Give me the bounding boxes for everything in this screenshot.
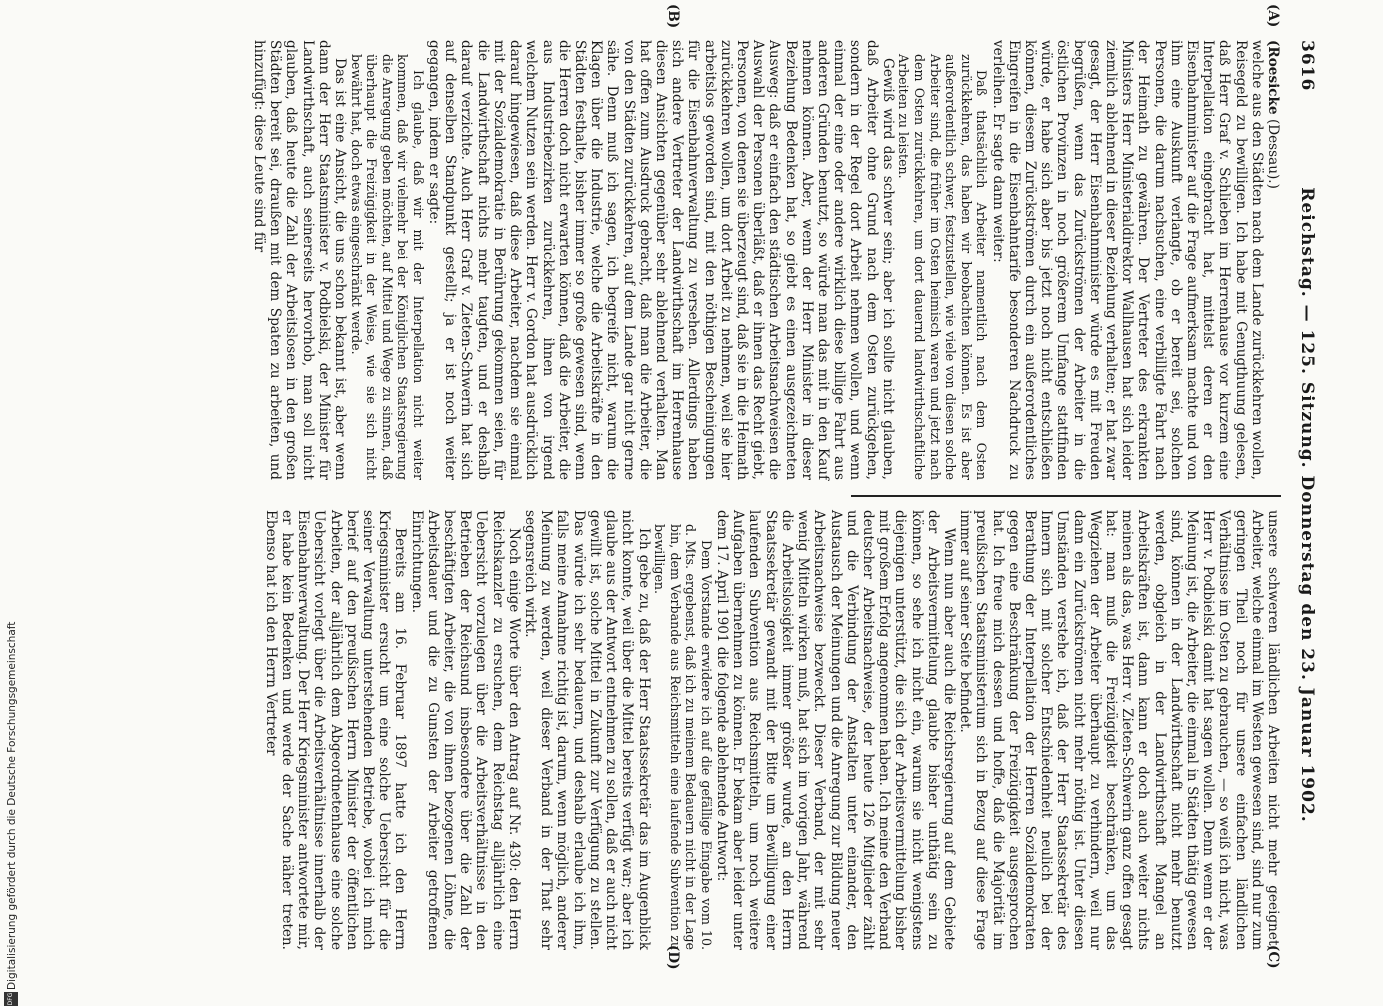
funding-credit (4, 472, 20, 1006)
paragraph: Ich gebe zu, daß der Herr Staatssekretär das im Augenblick nicht konnte, weil über die Mittel bereits verfügt war; aber ich glaube aus der Antwort entnehmen zu sollen, daß er auch nicht gewillt ist, solche Mittel in Zukunft zur Verfügung zu stellen. Das würde ich sehr bedauern, und deshalb erlaube ich ihm, falls meine Annahme richtig ist, darum, wenn möglich, anderer Meinung zu werden, weil dieser Verband in der That sehr segensreich wirkt. (522, 510, 652, 950)
margin-marker-a: (A) (1265, 4, 1281, 28)
paragraph: welche aus den Städten nach dem Lande zurückkehren wollen, Reisegeld zu bewilligen. Ich habe mit Genugthuung gelesen, daß Herr Graf v. Schlieben im Herrenhause vor kurzem eine Interpellation eingebracht hat, mittelst deren er den Eisenbahnminister auf die Frage aufmerksam machte und von ihm eine Auskunft verlangte, ob er bereit sei, solchen Personen, die darum nachsuchen, eine verbilligte Fahrt nach der Heimath zu gewähren. Der Vertreter des erkrankten Ministers Herr Ministerialdirektor Wallhausen hat sich leider ziemlich ablehnend in dieser Beziehung verhalten; er hat zwar gesagt, der Herr Eisenbahnminister würde es mit Freuden begrüßen, wenn das Zurückströmen der Arbeiter in die östlichen Provinzen in noch größerem Umfange stattfinden würde, er habe sich aber bis jetzt noch nicht entschließen können, diesem Zurückströmen durch ein außerordentliches Eingreifen in die Eisenbahntarife besonderen Nachdruck zu verleihen. Er sagte dann weiter: (989, 40, 1265, 480)
page-header (1295, 40, 1317, 970)
speaker-name: (Roesicke (1265, 40, 1281, 115)
speaker-line (1265, 40, 1281, 480)
quote-paragraph: Ich glaube, daß wir mit der Interpellation nicht weiter kommen, daß wir vielmehr bei der Königlichen Staatsregierung die Anregung geben möchten, auf Mittel und Wege zu sinnen, daß überhaupt die Freizügigkeit in der Weise, wie sie sich nicht bewährt hat, doch etwas eingeschränkt werde. (348, 54, 426, 480)
quote-paragraph: Dem Vorstande erwidere ich auf die gefällige Eingabe vom 10. d. Mts. ergebenst, daß ich zu meinem Bedauern nicht in der Lage bin, dem Verbande aus Reichsmitteln eine laufende Subvention zu bewilligen. (652, 524, 714, 950)
funding-credit-text: Digitalisierung gefördert durch die Deutsche Forschungsgemeinschaft (6, 621, 18, 990)
paragraph: Wenn nun aber auch die Reichsregierung auf dem Gebiete der Arbeitsvermittelung glaubte bisher unthätig sein zu können, so sehe ich nicht ein, warum sie nicht wenigstens diejenigen unterstützt, die sich der Arbeitsvermittelung bisher mit großem Erfolg angenommen haben. Ich meine den Verband deutscher Arbeitsnachweise, der heute 126 Mitglieder zählt und die Verbindung der Anstalten unter einander, den Austausch der Meinungen und die Anregung zur Bildung neuer Arbeitsnachweise bezweckt. Dieser Verband, der mit sehr wenig Mitteln wirken muß, hat sich im vorigen Jahr, während die Arbeitslosigkeit immer größer wurde, an den Herrn Staatssekretär gewandt mit der Bitte um Bewilligung einer laufenden Subvention aus Reichsmitteln, um noch weitere Aufgaben übernehmen zu können. Er bekam aber leider unter dem 17. April 1901 die folgende ablehnende Antwort: (714, 510, 957, 950)
right-column (263, 510, 1281, 950)
column-divider (851, 495, 1281, 497)
margin-marker-c: (C) (1265, 945, 1281, 969)
page-number: 3616 (1297, 40, 1317, 92)
dfg-logo-icon: DFG (4, 992, 18, 1006)
margin-marker-b: (B) (665, 4, 681, 29)
paragraph: unsere schweren ländlichen Arbeiten nicht mehr geeignet; Arbeiter, welche einmal im Westen gewesen sind, sind nur zum geringen Theil noch für unsere einfachen ländlichen Verhältnisse im Osten zu gebrauchen, — so weiß ich nicht, was Herr v. Podbielski damit hat sagen wollen. Denn wenn er der Meinung ist, die Arbeiter, die einmal in Städten thätig gewesen sind, können in der Landwirthschaft nicht mehr benutzt werden, obgleich in der Landwirthschaft Mangel an Arbeitskräften ist, dann kann er doch auch weiter nichts meinen als das, was Herr v. Zieten-Schwerin ganz offen gesagt hat: man muß die Freizügigkeit beschränken, um das Wegziehen der Arbeiter überhaupt zu verhindern, weil nur dann ein Zurückströmen nicht mehr nöthig ist. Unter diesen Umständen verstehe ich, daß der Herr Staatssekretär des Innern sich mit solcher Entschiedenheit neulich bei der Berathung der Interpellation der Herren Sozialdemokraten gegen eine Beschränkung der Freizügigkeit ausgesprochen hat. Ich freue mich dessen und hoffe, daß die Majorität im preußischen Staatsministerium sich in Bezug auf diese Frage immer auf seiner Seite befindet. (957, 510, 1281, 950)
paragraph: Das ist eine Ansicht, die uns schon bekannt ist, aber wenn dann der Herr Staatsminister v. Podbielski, der Minister für Landwirthschaft, auch seinerseits hervorhob, man soll nicht glauben, daß heute die Zahl der Arbeitslosen in den großen Städten bereit sei, draußen mit dem Spaten zu arbeiten, und hinzufügt: diese Leute sind für (250, 40, 348, 480)
speaker-suffix: (Dessau).) (1265, 118, 1281, 189)
paragraph: Gewiß wird das schwer sein; aber ich sollte nicht glauben, daß Arbeiter ohne Grund nach dem Osten zurückgehen, sondern in der Regel dort Arbeit nehmen wollen, und wenn einmal der eine oder andere wirklich diese billige Fahrt aus anderen Gründen benutzt, so würde man das mit in den Kauf nehmen können. Aber, wenn der Herr Minister in dieser Beziehung Bedenken hat, so giebt es einen ausgezeichneten Ausweg: daß er einfach den städtischen Arbeitsnachweisen die Auswahl der Personen überläßt, daß er ihnen das Recht giebt, Personen, von denen sie überzeugt sind, daß sie in die Heimath zurückkehren wollen, um dort Arbeit zu nehmen, weil sie hier arbeitslos geworden sind, mit den nöthigen Bescheinigungen für die Eisenbahnverwaltung zu versehen. Allerdings haben sich andere Vertreter der Landwirthschaft im Herrenhause diesen Ansichten gegenüber sehr ablehnend verhalten. Man hat offen zum Ausdruck gebracht, daß man die Arbeiter, die von den Städten zurückkehren, auf dem Lande gar nicht gerne sähe. Denn muß ich sagen, ich begreife nicht, warum die Klagen über die Industrie, welche die Arbeitskräfte in den Städten festhalte, bisher immer so große gewesen sind, wenn die Herren doch nicht erwarten können, daß die Arbeiter, die aus Industriebezirken zurückkehren, ihnen von irgend welchem Nutzen sein werden. Herr v. Gordon hat ausdrücklich darauf hingewiesen, daß diese Arbeiter, nachdem sie einmal mit der Sozialdemokratie in Berührung gekommen seien, für die Landwirthschaft nichts mehr taugten, und er deshalb darauf verzichte. Auch Herr Graf v. Zieten-Schwerin hat sich auf denselben Standpunkt gestellt; ja er ist noch weiter gegangen, indem er sagte: (426, 40, 896, 480)
page-title: Reichstag. — 125. Sitzung. Donnerstag den 23. Januar 1902. (1297, 187, 1317, 823)
text-columns (0, 4, 1281, 970)
paragraph: Bereits am 16. Februar 1897 hatte ich den Herrn Kriegsminister ersucht um eine solche Uebersicht für die seiner Verwaltung unterstehenden Betriebe, wobei ich mich berief auf den preußischen Herrn Minister der öffentlichen Arbeiten, der alljährlich dem Abgeordnetenhause eine solche Uebersicht vorlegt über die Arbeitsverhältnisse innerhalb der Eisenbahnverwaltung. Der Herr Kriegsminister antwortete mir, er habe kein Bedenken und werde der Sache näher treten. Ebenso hat ich den Herrn Vertreter (262, 510, 409, 950)
paragraph: Noch einige Worte über den Antrag auf Nr. 430: den Herrn Reichskanzler zu ersuchen, dem Reichstag alljährlich eine Uebersicht vorzulegen über die Arbeitsverhältnisse in den Betrieben der Reichsund insbesondere über die Zahl der beschäftigten Arbeiter, die von ihnen bezogenen Löhne, die Arbeitsdauer und die zu Gunsten der Arbeiter getroffenen Einrichtungen. (408, 510, 522, 950)
left-column (251, 40, 1281, 480)
margin-marker-d: (D) (665, 945, 681, 970)
quote-paragraph: Daß thatsächlich Arbeiter namentlich nach dem Osten zurückkehren, das haben wir beobachten können. Es ist aber außerordentlich schwer, festzustellen, wie viele von diesen solche Arbeiter sind, die früher im Osten heimisch waren und jetzt nach dem Osten zurückkehren, um dort dauernd landwirthschaftliche Arbeiten zu leisten. (896, 54, 990, 480)
